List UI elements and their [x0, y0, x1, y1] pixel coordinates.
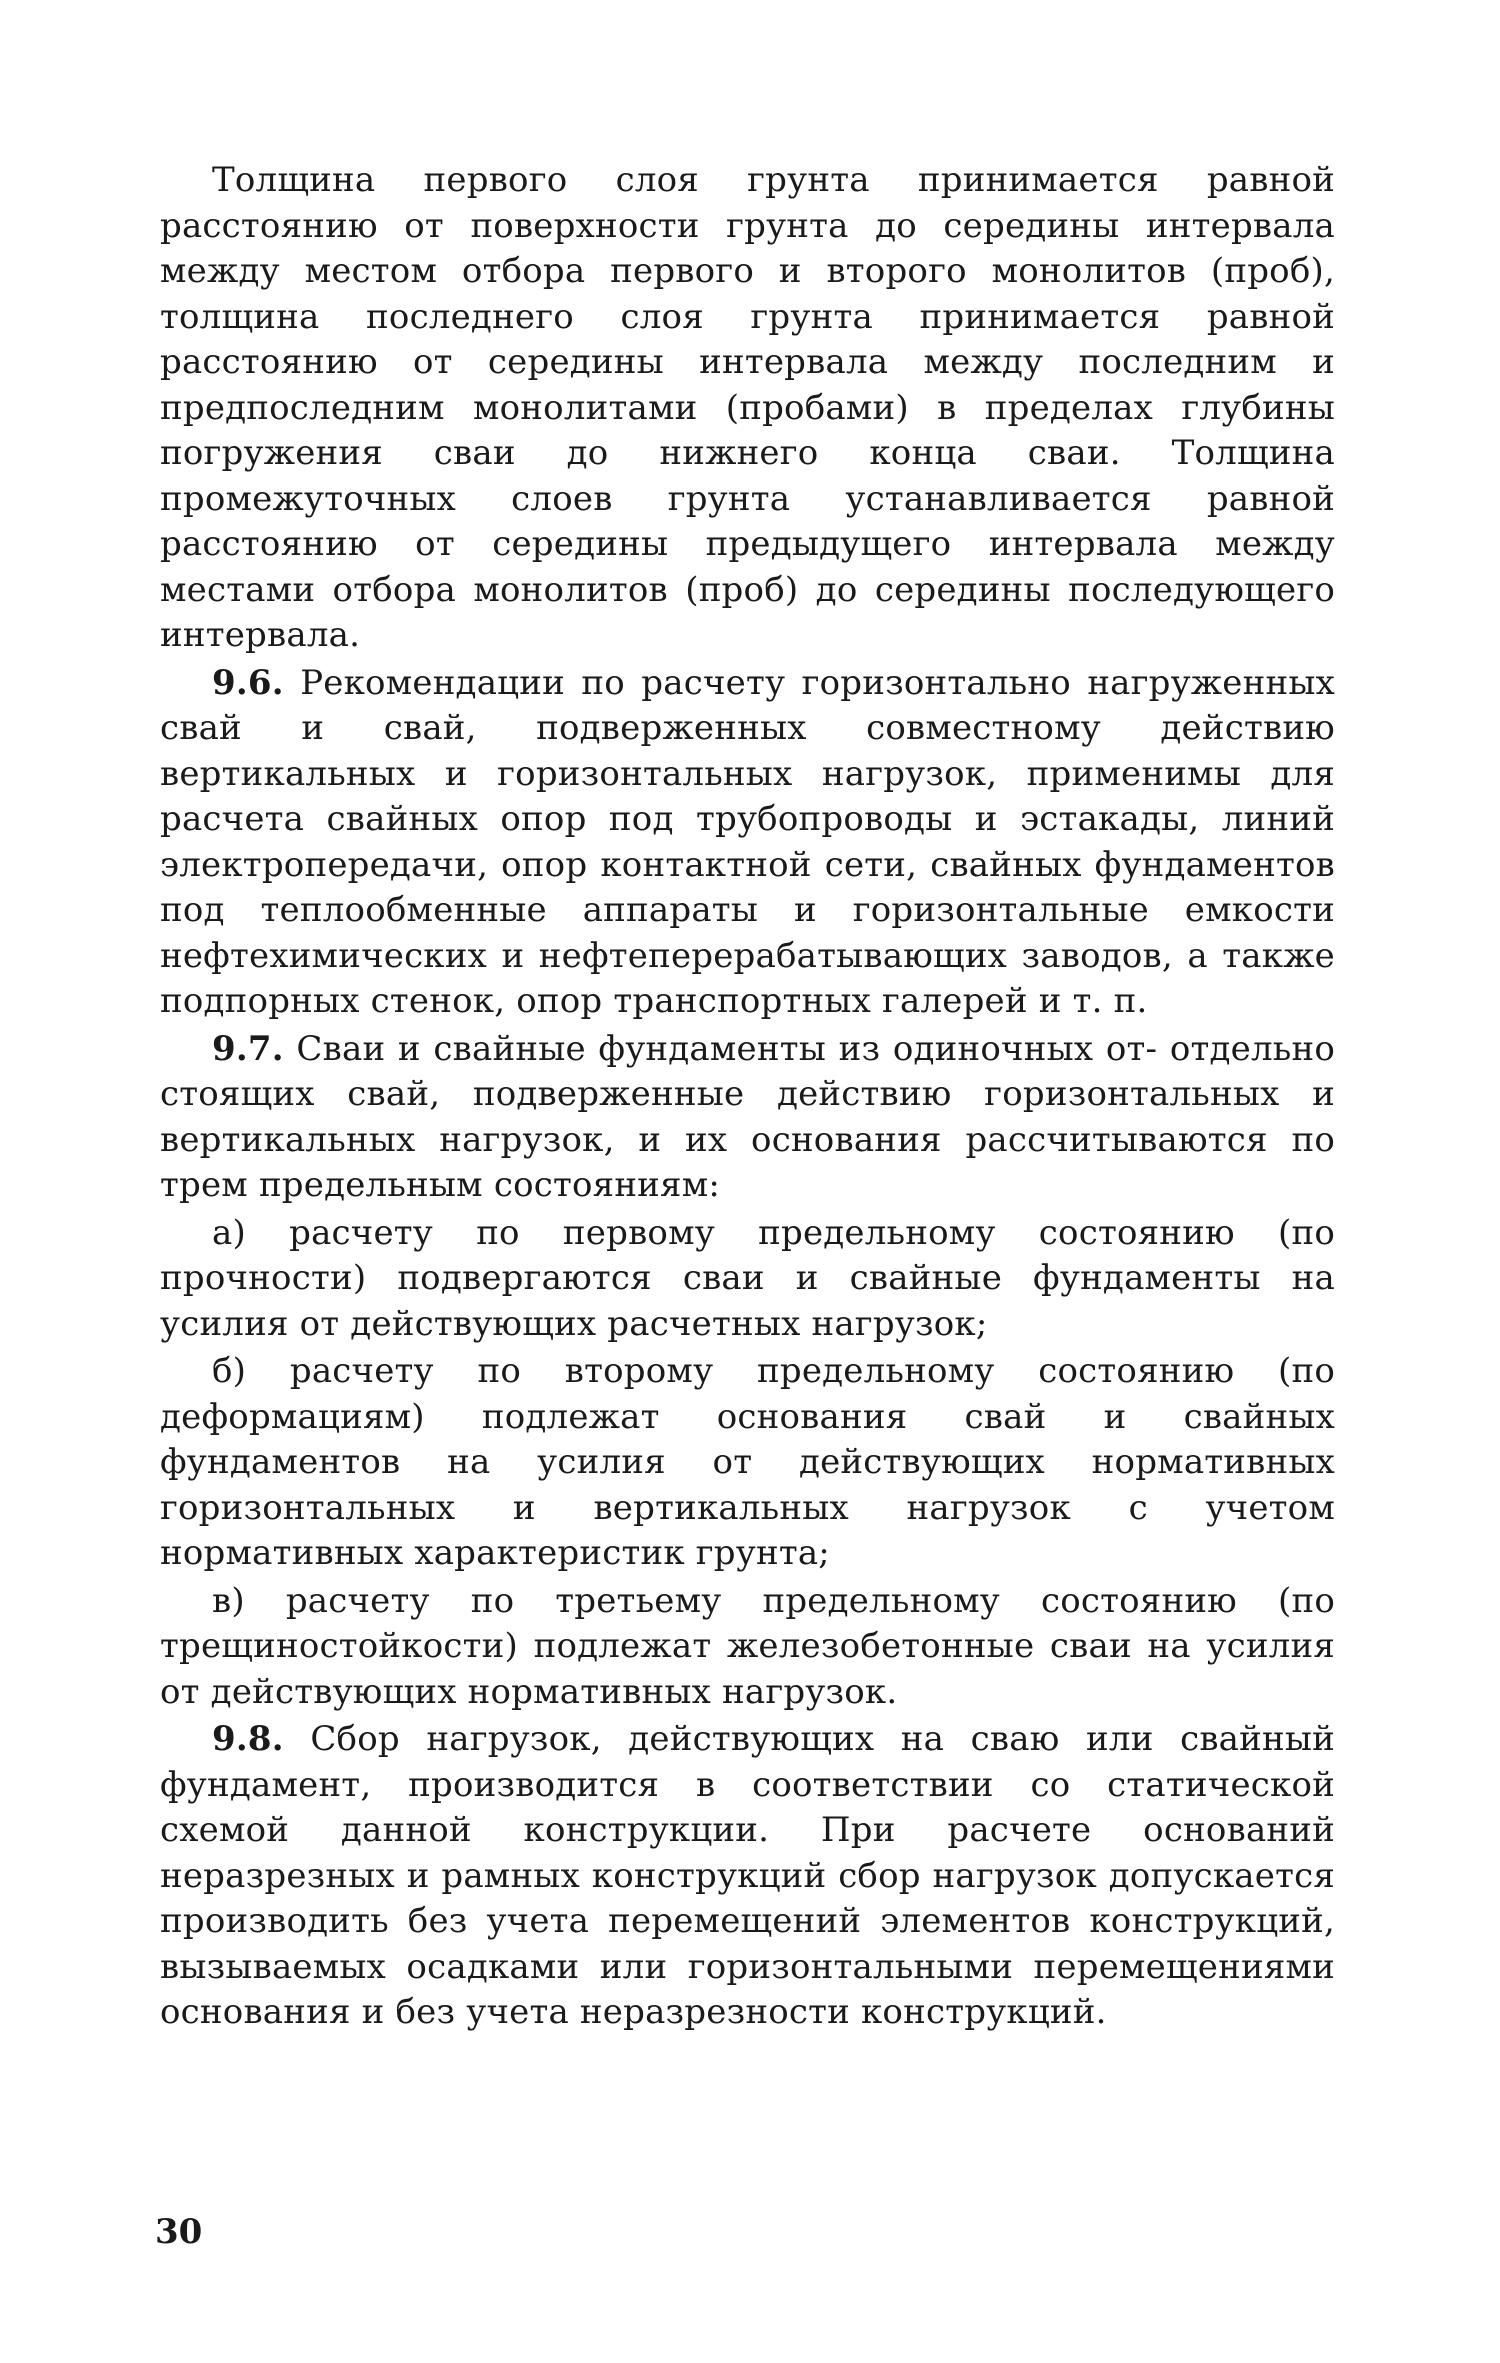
section-number: 9.7. [212, 1028, 284, 1069]
paragraph-text: б) расчету по второму предельному состоянию (по деформациям) подлежат основания свай и свайных фундаментов на усилия от действующих нормативных горизонтальных и вертикальных нагрузок с учетом нормативных характеристик грунта; [160, 1351, 1335, 1573]
paragraph-9-6 [160, 661, 1335, 1025]
paragraph-9-7 [160, 1027, 1335, 1209]
paragraph-layer-thickness [160, 158, 1335, 659]
section-number: 9.6. [212, 662, 284, 703]
paragraph-text: Сваи и свайные фундаменты из одиночных от- отдельно стоящих свай, подверженные действию горизонтальных и вертикальных нагрузок, и их основания рассчитываются по трем предельным состояниям: [160, 1028, 1335, 1205]
page-number: 30 [155, 2212, 203, 2252]
list-item-a [160, 1211, 1335, 1348]
paragraph-9-8 [160, 1717, 1335, 2036]
list-item-b [160, 1349, 1335, 1577]
section-number: 9.8. [212, 1719, 284, 1759]
list-item-v [160, 1579, 1335, 1716]
paragraph-text: Толщина первого слоя грунта принимается равной расстоянию от поверхности грунта до середины интервала между местом отбора первого и второго монолитов (проб), толщина последнего слоя грунта принимается равной расстоянию от середины интервала между последним и предпоследним монолитами (пробами) в пределах глубины погружения сваи до нижнего конца сваи. Толщина промежуточных слоев грунта устанавливается равной расстоянию от середины предыдущего интервала между местами отбора монолитов (проб) до середины последующего интервала. [160, 160, 1335, 655]
paragraph-text: Рекомендации по расчету горизонтально нагруженных свай и свай, подверженных совместному действию вертикальных и горизонтальных нагрузок, применимы для расчета свайных опор под трубопроводы и эстакады, линий электропередачи, опор контактной сети, свайных фундаментов под теплообменные аппараты и горизонтальные емкости нефтехимических и нефтеперерабатывающих заводов, а также подпорных стенок, опор транспортных галерей и т. п. [160, 662, 1335, 1021]
paragraph-text: Сбор нагрузок, действующих на сваю или свайный фундамент, производится в соответствии со статической схемой данной конструкции. При расчете оснований неразрезных и рамных конструкций сбор нагрузок допускается производить без учета перемещений элементов конструкций, вызываемых осадками или горизонтальными перемещениями основания и без учета неразрезности конструкций. [160, 1719, 1335, 2032]
page-body [160, 158, 1335, 2038]
paragraph-text: в) расчету по третьему предельному состоянию (по трещиностойкости) подлежат железобетонные сваи на усилия от действующих нормативных нагрузок. [160, 1580, 1335, 1712]
paragraph-text: а) расчету по первому предельному состоянию (по прочности) подвергаются сваи и свайные фундаменты на усилия от действующих расчетных нагрузок; [160, 1212, 1335, 1344]
